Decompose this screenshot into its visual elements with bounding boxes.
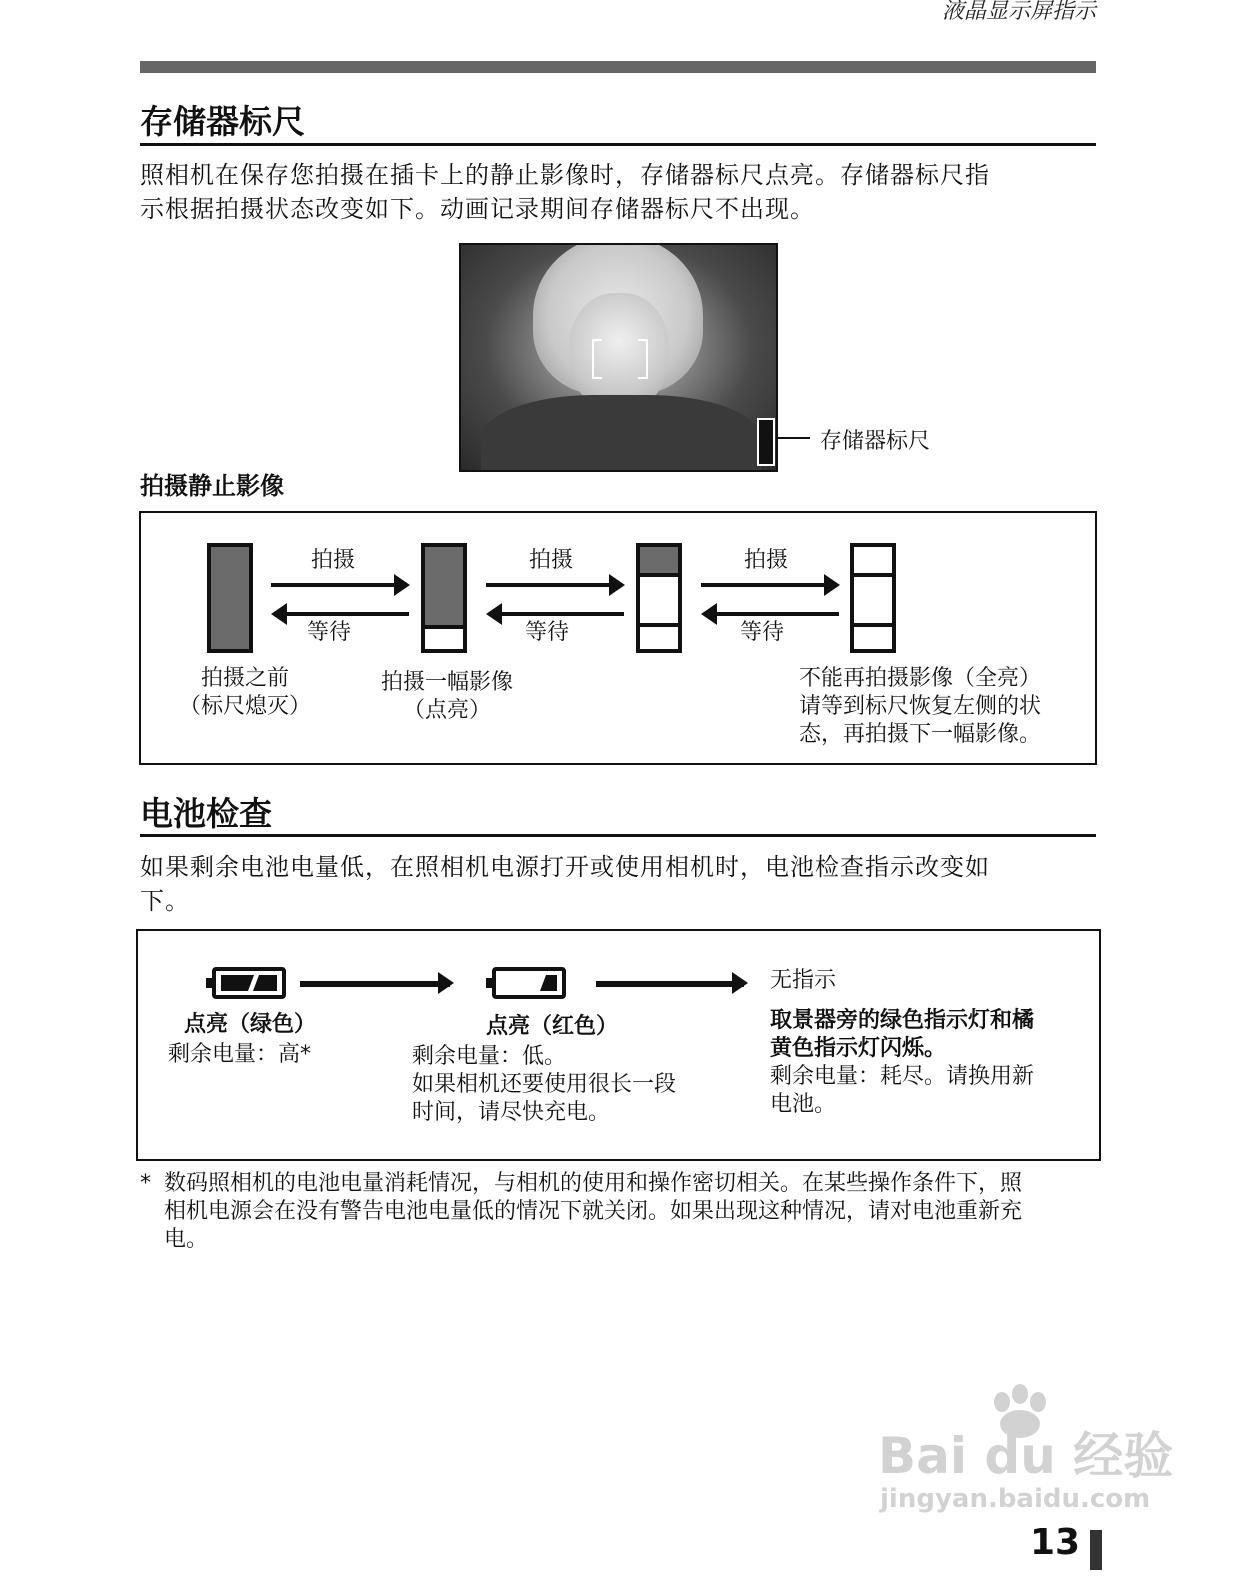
memory-gauge-diagram (139, 511, 1097, 765)
memory-gauge-intro: 照相机在保存您拍摄在插卡上的静止影像时，存储器标尺点亮。存储器标尺指 示根据拍摄状态改变如下。动画记录期间存储器标尺不出现。 (140, 161, 990, 223)
arrow-label-shoot: 拍摄 (311, 548, 356, 573)
arrow-right-icon (596, 981, 744, 987)
arrow-label-shoot: 拍摄 (529, 548, 574, 573)
battery-low-icon (492, 967, 566, 999)
section-rule (140, 834, 1096, 837)
battery-none-warning: 取景器旁的绿色指示灯和橘 黄色指示灯闪烁。 (770, 1008, 1035, 1061)
callout-line (776, 437, 810, 439)
af-bracket-right-icon (638, 339, 648, 379)
arrow-left-icon (490, 612, 624, 616)
battery-green-desc: 剩余电量：高* (168, 1042, 312, 1067)
section-rule (140, 143, 1096, 146)
gauge-partial-state-icon (636, 543, 682, 653)
arrow-label-wait: 等待 (525, 620, 570, 645)
battery-red-desc: 剩余电量：低。 如果相机还要使用很长一段 时间，请尽快充电。 (412, 1044, 677, 1125)
camera-lcd-photo (459, 243, 778, 472)
battery-green-label: 点亮（绿色） (184, 1012, 317, 1037)
baidu-watermark-url: jingyan.baidu.com (880, 1484, 1151, 1514)
gauge-full-state-icon (850, 543, 896, 653)
battery-check-title: 电池检查 (140, 794, 272, 833)
still-image-subtitle: 拍摄静止影像 (140, 472, 284, 500)
arrow-right-icon (701, 583, 836, 587)
running-header: 液晶显示屏指示 (941, 0, 1096, 24)
arrow-right-icon (300, 981, 450, 987)
arrow-right-icon (271, 583, 406, 587)
page-number-bar (1090, 1530, 1102, 1570)
battery-check-intro: 如果剩余电池电量低，在照相机电源打开或使用相机时，电池检查指示改变如 下。 (140, 853, 990, 915)
battery-none-label: 无指示 (770, 968, 837, 993)
arrow-left-icon (275, 612, 409, 616)
state-label-one-image: 拍摄一幅影像 （点亮） (380, 670, 513, 723)
state-label-full: 不能再拍摄影像（全亮） 请等到标尺恢复左侧的状 态，再拍摄下一幅影像。 (799, 666, 1042, 747)
battery-none-desc: 剩余电量：耗尽。请换用新 电池。 (770, 1064, 1035, 1117)
arrow-label-shoot: 拍摄 (744, 548, 789, 573)
memory-gauge-indicator-icon (757, 418, 775, 466)
state-label-before: 拍摄之前 （标尺熄灭） (178, 666, 311, 719)
footnote-mark: * (140, 1171, 151, 1196)
gauge-empty-state-icon (207, 543, 253, 653)
memory-gauge-title: 存储器标尺 (140, 102, 305, 141)
memory-gauge-callout: 存储器标尺 (820, 429, 931, 454)
header-rule (140, 61, 1096, 73)
arrow-right-icon (486, 583, 621, 587)
arrow-label-wait: 等待 (740, 620, 785, 645)
baidu-watermark-logo: Bai du 经验 (878, 1427, 1174, 1485)
page-number: 13 (1030, 1522, 1081, 1563)
photo-coat (481, 395, 761, 472)
arrow-left-icon (705, 612, 839, 616)
arrow-label-wait: 等待 (307, 620, 352, 645)
battery-check-diagram (136, 929, 1101, 1161)
battery-full-icon (212, 967, 286, 999)
af-bracket-left-icon (592, 339, 602, 379)
gauge-one-image-state-icon (421, 543, 467, 653)
battery-red-label: 点亮（红色） (486, 1014, 619, 1039)
footnote-text: 数码照相机的电池电量消耗情况，与相机的使用和操作密切相关。在某些操作条件下，照 相机电源会在没有警告电池电量低的情况下就关闭。如果出现这种情况，请对电池重新充 电。 (164, 1171, 1023, 1252)
